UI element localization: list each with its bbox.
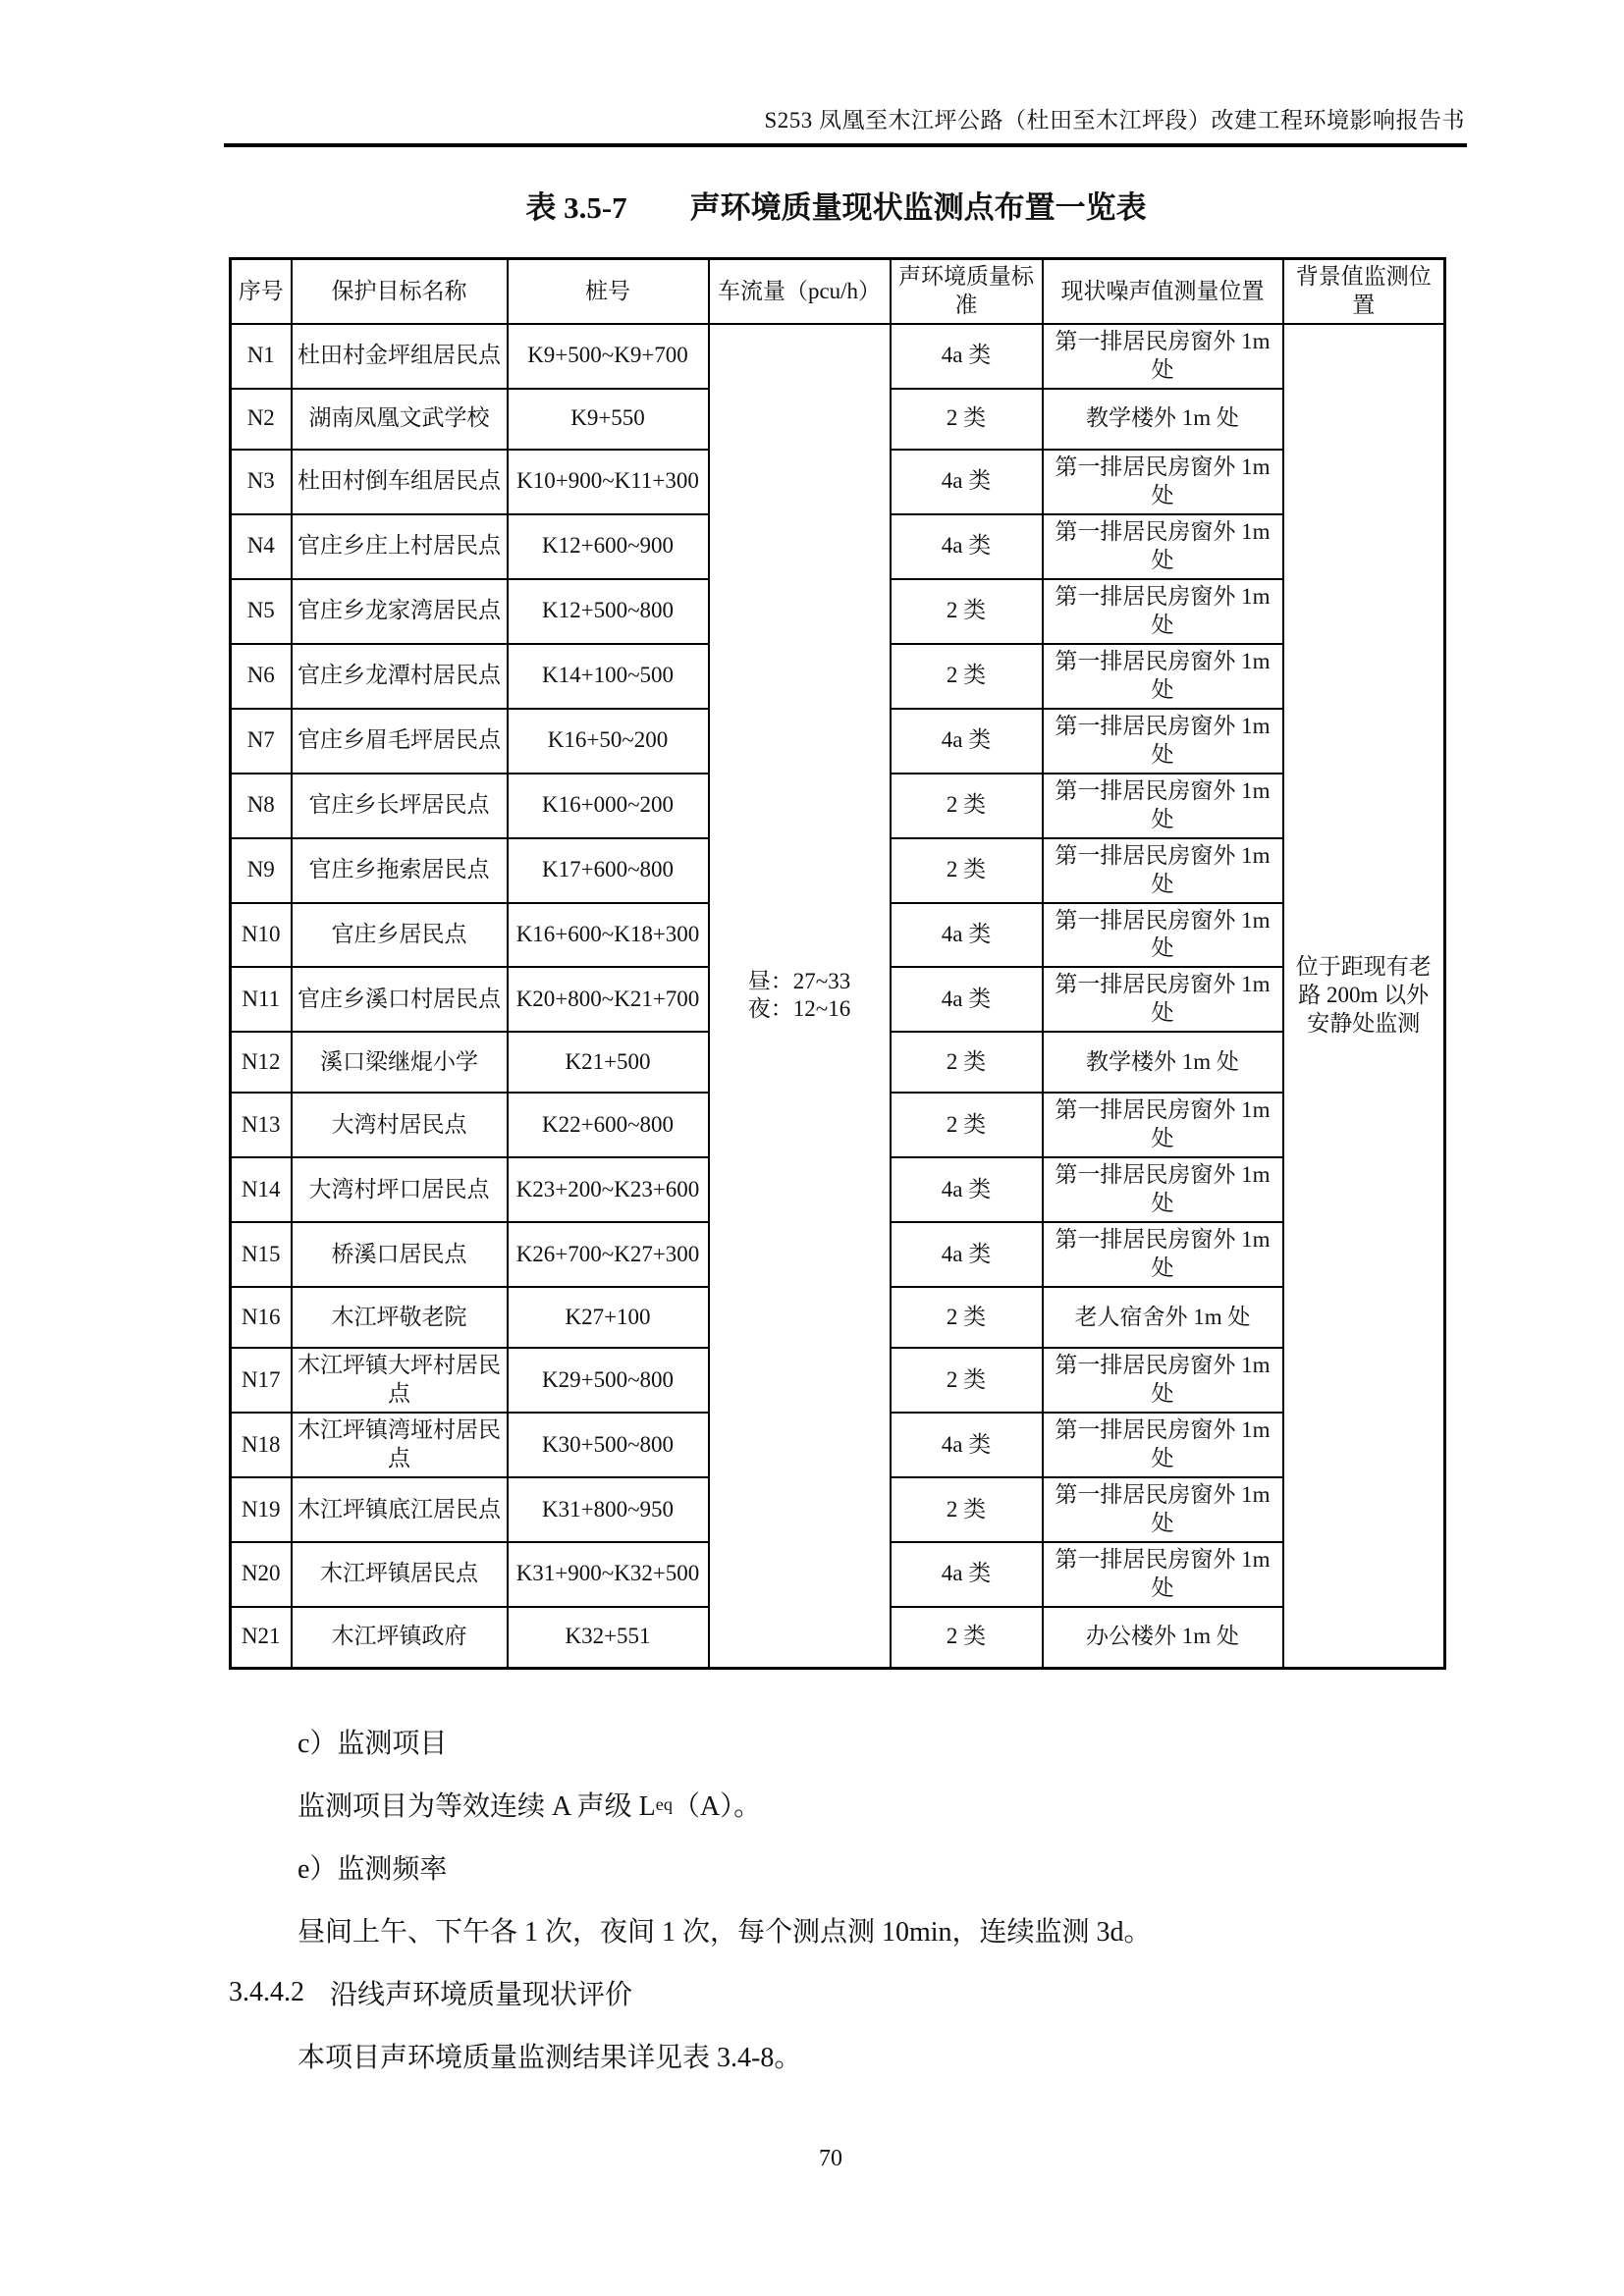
noise-standard-class: 4a 类 [891,1222,1043,1287]
protection-target-name: 木江坪镇底江居民点 [292,1477,508,1542]
protection-target-name: 官庄乡庄上村居民点 [292,514,508,579]
noise-standard-class: 2 类 [891,774,1043,838]
noise-monitoring-table [229,257,1446,1670]
noise-standard-class: 4a 类 [891,1157,1043,1222]
running-header: S253 凤凰至木江坪公路（杜田至木江坪段）改建工程环境影响报告书 [764,108,1465,133]
protection-target-name: 杜田村金坪组居民点 [292,324,508,389]
leq-subscript: eq [655,1793,673,1814]
protection-target-name: 官庄乡长坪居民点 [292,774,508,838]
stake-number: K17+600~800 [508,838,709,903]
protection-target-name: 官庄乡拖索居民点 [292,838,508,903]
noise-measurement-location: 第一排居民房窗外 1m 处 [1043,514,1283,579]
stake-number: K26+700~K27+300 [508,1222,709,1287]
protection-target-name: 官庄乡眉毛坪居民点 [292,709,508,774]
row-serial-number: N17 [231,1348,292,1413]
protection-target-name: 木江坪敬老院 [292,1287,508,1348]
noise-measurement-location: 第一排居民房窗外 1m 处 [1043,967,1283,1032]
column-header-standard: 声环境质量标准 [891,259,1043,325]
row-serial-number: N5 [231,579,292,644]
column-header-traffic: 车流量（pcu/h） [709,259,891,325]
noise-measurement-location: 第一排居民房窗外 1m 处 [1043,838,1283,903]
protection-target-name: 木江坪镇大坪村居民点 [292,1348,508,1413]
protection-target-name: 大湾村坪口居民点 [292,1157,508,1222]
row-serial-number: N12 [231,1032,292,1093]
row-serial-number: N15 [231,1222,292,1287]
row-serial-number: N19 [231,1477,292,1542]
row-serial-number: N6 [231,644,292,709]
noise-measurement-location: 第一排居民房窗外 1m 处 [1043,709,1283,774]
stake-number: K16+50~200 [508,709,709,774]
noise-measurement-location: 第一排居民房窗外 1m 处 [1043,1348,1283,1413]
stake-number: K31+900~K32+500 [508,1542,709,1607]
column-header-location: 现状噪声值测量位置 [1043,259,1283,325]
noise-standard-class: 4a 类 [891,903,1043,968]
stake-number: K12+600~900 [508,514,709,579]
noise-standard-class: 4a 类 [891,324,1043,389]
noise-standard-class: 2 类 [891,1093,1043,1157]
noise-measurement-location: 教学楼外 1m 处 [1043,389,1283,450]
noise-standard-class: 2 类 [891,644,1043,709]
stake-number: K14+100~500 [508,644,709,709]
table-caption [229,183,1443,227]
row-serial-number: N4 [231,514,292,579]
protection-target-name: 杜田村倒车组居民点 [292,450,508,514]
noise-measurement-location: 第一排居民房窗外 1m 处 [1043,903,1283,968]
noise-measurement-location: 第一排居民房窗外 1m 处 [1043,450,1283,514]
header-rule [224,143,1467,147]
noise-standard-class: 2 类 [891,1287,1043,1348]
stake-number: K31+800~950 [508,1477,709,1542]
noise-standard-class: 2 类 [891,1348,1043,1413]
stake-number: K9+550 [508,389,709,450]
stake-number: K23+200~K23+600 [508,1157,709,1222]
noise-measurement-location: 第一排居民房窗外 1m 处 [1043,1157,1283,1222]
body-text [229,1710,1446,2087]
list-item-e: e）监测频率 [298,1854,448,1885]
noise-measurement-location: 第一排居民房窗外 1m 处 [1043,1542,1283,1607]
row-serial-number: N21 [231,1607,292,1669]
noise-measurement-location: 办公楼外 1m 处 [1043,1607,1283,1669]
row-serial-number: N13 [231,1093,292,1157]
row-serial-number: N9 [231,838,292,903]
column-header-name: 保护目标名称 [292,259,508,325]
stake-number: K20+800~K21+700 [508,967,709,1032]
noise-measurement-location: 教学楼外 1m 处 [1043,1032,1283,1093]
stake-number: K21+500 [508,1032,709,1093]
row-serial-number: N20 [231,1542,292,1607]
noise-measurement-location: 第一排居民房窗外 1m 处 [1043,1222,1283,1287]
paragraph-frequency: 昼间上午、下午各 1 次，夜间 1 次，每个测点测 10min，连续监测 3d。 [298,1917,1152,1948]
row-serial-number: N2 [231,389,292,450]
stake-number: K9+500~K9+700 [508,324,709,389]
paragraph-result-reference: 本项目声环境质量监测结果详见表 3.4-8。 [298,2043,802,2073]
row-serial-number: N3 [231,450,292,514]
paragraph-monitoring-item: 监测项目为等效连续 A 声级 L eq （A）。 [298,1791,762,1822]
stake-number: K22+600~800 [508,1093,709,1157]
traffic-volume-cell [709,324,891,1668]
background-monitoring-location: 位于距现有老路 200m 以外安静处监测 [1283,324,1445,1668]
protection-target-name: 桥溪口居民点 [292,1222,508,1287]
protection-target-name: 官庄乡龙潭村居民点 [292,644,508,709]
section-number: 3.4.4.2 [229,1977,304,2007]
row-serial-number: N7 [231,709,292,774]
protection-target-name: 木江坪镇居民点 [292,1542,508,1607]
noise-measurement-location: 第一排居民房窗外 1m 处 [1043,324,1283,389]
noise-measurement-location: 第一排居民房窗外 1m 处 [1043,774,1283,838]
noise-measurement-location: 第一排居民房窗外 1m 处 [1043,1093,1283,1157]
traffic-volume-values: 昼：27~33 夜：12~16 [747,968,851,1022]
noise-standard-class: 2 类 [891,838,1043,903]
table-row [231,324,1445,389]
stake-number: K16+600~K18+300 [508,903,709,968]
stake-number: K29+500~800 [508,1348,709,1413]
noise-standard-class: 4a 类 [891,967,1043,1032]
noise-standard-class: 2 类 [891,389,1043,450]
stake-number: K32+551 [508,1607,709,1669]
column-header-background: 背景值监测位置 [1283,259,1445,325]
row-serial-number: N11 [231,967,292,1032]
row-serial-number: N8 [231,774,292,838]
column-header-no: 序号 [231,259,292,325]
noise-standard-class: 2 类 [891,1607,1043,1669]
noise-measurement-location: 第一排居民房窗外 1m 处 [1043,644,1283,709]
protection-target-name: 木江坪镇湾垭村居民点 [292,1413,508,1477]
section-title: 沿线声环境质量现状评价 [330,1980,633,2010]
noise-standard-class: 2 类 [891,579,1043,644]
protection-target-name: 木江坪镇政府 [292,1607,508,1669]
monitoring-table-body [231,324,1445,1668]
protection-target-name: 官庄乡溪口村居民点 [292,967,508,1032]
row-serial-number: N16 [231,1287,292,1348]
column-header-stake: 桩号 [508,259,709,325]
stake-number: K10+900~K11+300 [508,450,709,514]
noise-standard-class: 4a 类 [891,514,1043,579]
noise-standard-class: 2 类 [891,1032,1043,1093]
protection-target-name: 大湾村居民点 [292,1093,508,1157]
stake-number: K12+500~800 [508,579,709,644]
stake-number: K30+500~800 [508,1413,709,1477]
noise-standard-class: 4a 类 [891,709,1043,774]
protection-target-name: 官庄乡龙家湾居民点 [292,579,508,644]
noise-measurement-location: 第一排居民房窗外 1m 处 [1043,1477,1283,1542]
protection-target-name: 湖南凤凰文武学校 [292,389,508,450]
stake-number: K27+100 [508,1287,709,1348]
section-heading [229,1961,1446,2024]
noise-measurement-location: 第一排居民房窗外 1m 处 [1043,1413,1283,1477]
table-caption-title: 声环境质量现状监测点布置一览表 [689,190,1147,225]
stake-number: K16+000~200 [508,774,709,838]
row-serial-number: N18 [231,1413,292,1477]
noise-standard-class: 4a 类 [891,1413,1043,1477]
row-serial-number: N14 [231,1157,292,1222]
row-serial-number: N10 [231,903,292,968]
list-item-c: c）监测项目 [298,1729,448,1759]
noise-measurement-location: 第一排居民房窗外 1m 处 [1043,579,1283,644]
protection-target-name: 官庄乡居民点 [292,903,508,968]
page-number: 70 [819,2146,842,2171]
protection-target-name: 溪口梁继焜小学 [292,1032,508,1093]
noise-standard-class: 2 类 [891,1477,1043,1542]
row-serial-number: N1 [231,324,292,389]
noise-standard-class: 4a 类 [891,1542,1043,1607]
noise-standard-class: 4a 类 [891,450,1043,514]
table-header-row [231,259,1445,325]
table-caption-label: 表 3.5-7 [525,190,627,225]
noise-measurement-location: 老人宿舍外 1m 处 [1043,1287,1283,1348]
